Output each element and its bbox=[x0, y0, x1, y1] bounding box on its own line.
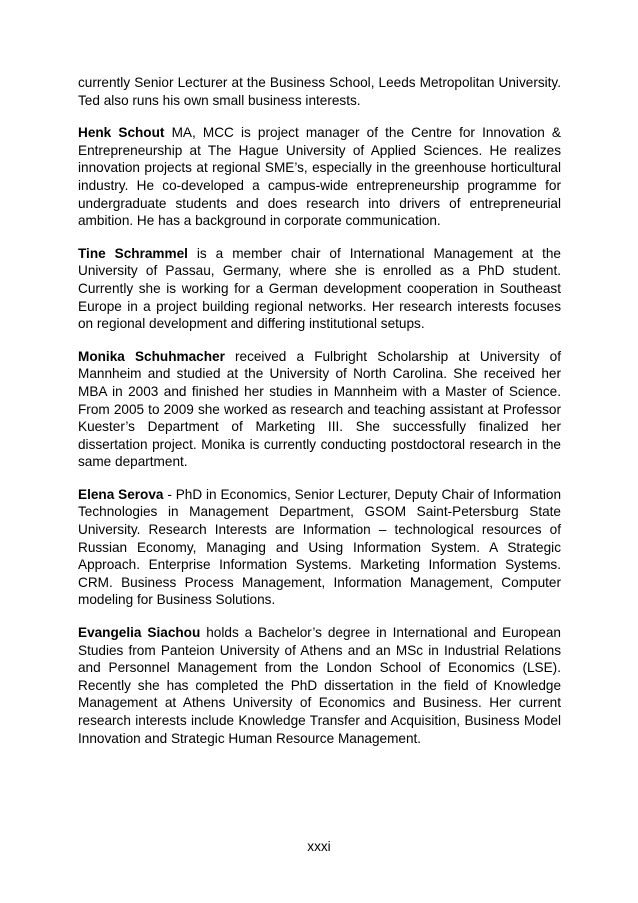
bio-name: Evangelia Siachou bbox=[78, 625, 201, 641]
bio-name: Monika Schuhmacher bbox=[78, 348, 225, 364]
bio-text: is a member chair of International Management at the University of Passau, Germany, where she is enrolled as a PhD student. Currently she is working for a German development cooperation in Southeast Europe in a project building regional networks. Her research interests focuses on regional development and differing institutional setups. bbox=[78, 245, 561, 332]
page-number: xxxi bbox=[307, 839, 331, 854]
bio-text: holds a Bachelor’s degree in International and European Studies from Panteion University of Athens and an MSc in Industrial Relations and Personnel Management from the London School of Economics (LSE). Recently she has completed the PhD dissertation in the field of Knowledge Management at Athens University of Economics and Business. Her current research interests include Knowledge Transfer and Acquisition, Business Model Innovation and Strategic Human Resource Management. bbox=[78, 625, 561, 746]
bio-name: Tine Schrammel bbox=[78, 245, 188, 261]
intro-paragraph bbox=[78, 74, 561, 109]
bio-text: - PhD in Economics, Senior Lecturer, Deputy Chair of Information Technologies in Management Department, GSOM Saint-Petersburg State University. Research Interests are Information – technological resources of Russian Economy, Managing and Using Information System. A Strategic Approach. Enterprise Information Systems. Marketing Information Systems. CRM. Business Process Management, Information Management, Computer modeling for Business Solutions. bbox=[78, 486, 561, 608]
page-body bbox=[78, 74, 561, 762]
bio-text: MA, MCC is project manager of the Centre for Innovation & Entrepreneurship at The Hague University of Applied Sciences. He realizes innovation projects at regional SME’s, especially in the greenhouse horticultural industry. He co-developed a campus-wide entrepreneurship programme for undergraduate students and does research into drivers of entrepreneurial ambition. He has a background in corporate communication. bbox=[78, 125, 562, 229]
bio-name: Elena Serova bbox=[78, 486, 164, 502]
intro-text: currently Senior Lecturer at the Business School, Leeds Metropolitan University. Ted also runs his own small business interests. bbox=[78, 75, 561, 108]
bio-paragraph-evangelia-siachou bbox=[78, 624, 561, 747]
bio-paragraph-tine-schrammel bbox=[78, 245, 561, 333]
bio-text: received a Fulbright Scholarship at University of Mannheim and studied at the University of North Carolina. She received her MBA in 2003 and finished her studies in Mannheim with a Master of Science. From 2005 to 2009 she worked as research and teaching assistant at Professor Kuester’s Department of Marketing III. She successfully finalized her dissertation project. Monika is currently conducting postdoctoral research in the same department. bbox=[78, 348, 561, 470]
bio-paragraph-henk-schout bbox=[78, 124, 561, 230]
bio-name: Henk Schout bbox=[78, 125, 165, 141]
bio-paragraph-monika-schuhmacher bbox=[78, 348, 561, 471]
bio-paragraph-elena-serova bbox=[78, 486, 561, 609]
